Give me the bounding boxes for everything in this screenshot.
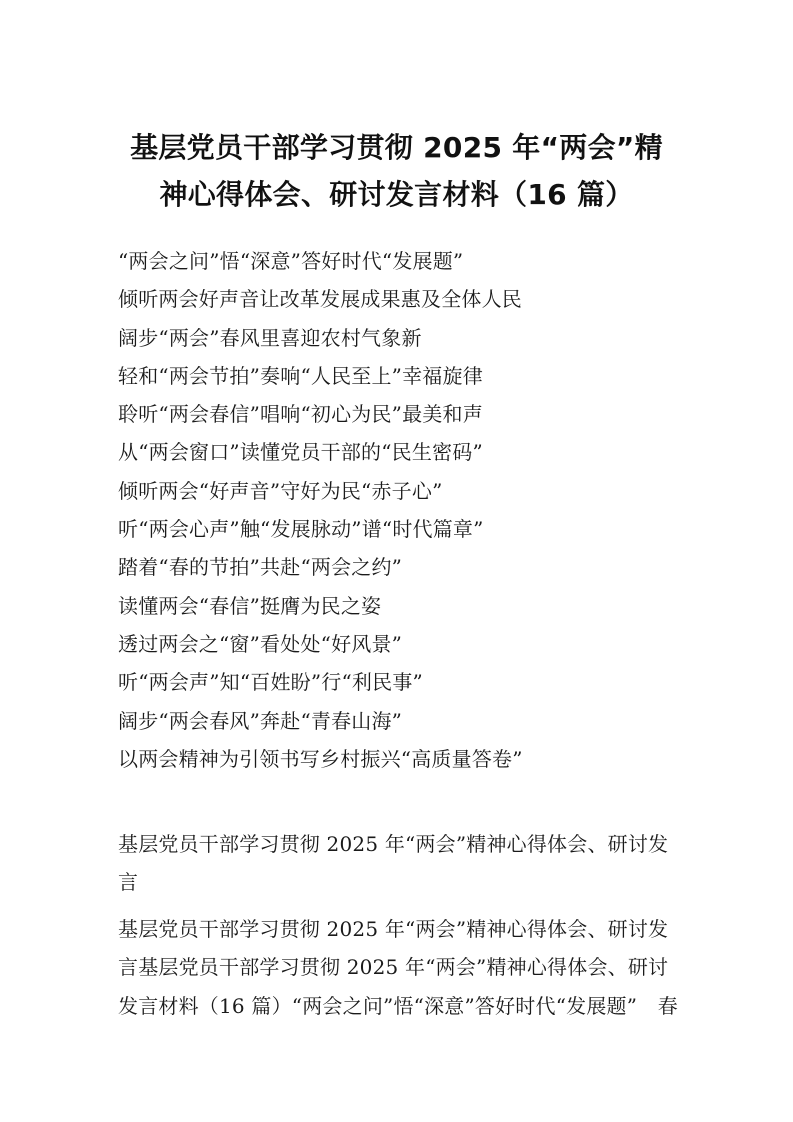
title-line-1: 基层党员干部学习贯彻 2025 年“两会”精 <box>130 131 663 164</box>
toc-item: 阔步“两会”春风里喜迎农村气象新 <box>118 325 422 350</box>
toc-item: “两会之问”悟“深意”答好时代“发展题” <box>118 249 464 273</box>
toc-item: 踏着“春的节拍”共赴“两会之约” <box>118 555 403 580</box>
body-paragraph <box>118 910 678 1025</box>
toc-item: 以两会精神为引领书写乡村振兴“高质量答卷” <box>118 746 523 771</box>
toc-item: 倾听两会好声音让改革发展成果惠及全体人民 <box>118 287 522 312</box>
document-title <box>100 124 693 218</box>
toc-item: 轻和“两会节拍”奏响“人民至上”幸福旋律 <box>118 363 483 388</box>
paragraph-line <box>118 987 678 1025</box>
paragraph-line: 言基层党员干部学习贯彻 2025 年“两会”精神心得体会、研讨 <box>118 955 669 980</box>
paragraph-line: 基层党员干部学习贯彻 2025 年“两会”精神心得体会、研讨发 <box>118 832 669 856</box>
paragraph-line-text: 发言材料（16 篇）“两会之问”悟“深意”答好时代“发展题” <box>118 993 638 1018</box>
table-of-contents <box>118 242 678 778</box>
title-line-2: 神心得体会、研讨发言材料（16 篇） <box>159 178 634 211</box>
toc-item: 倾听两会“好声音”守好为民“赤子心” <box>118 478 443 503</box>
toc-item: 读懂两会“春信”挺膺为民之姿 <box>118 593 382 618</box>
toc-item: 听“两会声”知“百姓盼”行“利民事” <box>118 670 423 695</box>
body-paragraph <box>118 825 678 902</box>
paragraph-line: 基层党员干部学习贯彻 2025 年“两会”精神心得体会、研讨发 <box>118 917 669 941</box>
paragraph-line: 言 <box>118 870 139 895</box>
paragraph-line-tail: 春 <box>657 993 678 1018</box>
toc-item: 聆听“两会春信”唱响“初心为民”最美和声 <box>118 402 483 427</box>
toc-item: 阔步“两会春风”奔赴“青春山海” <box>118 708 403 733</box>
toc-item: 听“两会心声”触“发展脉动”谱“时代篇章” <box>118 517 484 542</box>
toc-item: 透过两会之“窗”看处处“好风景” <box>118 631 403 656</box>
toc-item: 从“两会窗口”读懂党员干部的“民生密码” <box>118 440 483 465</box>
